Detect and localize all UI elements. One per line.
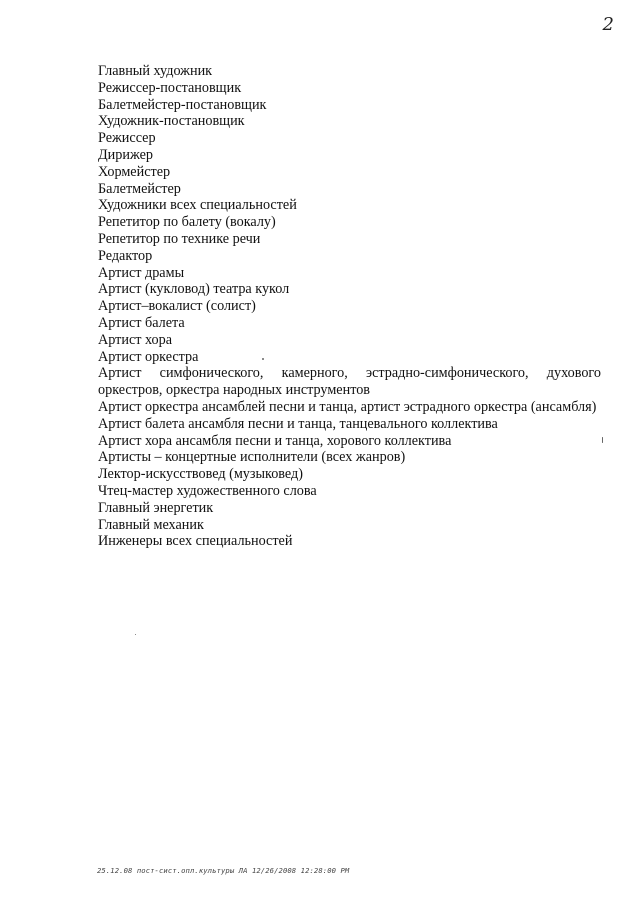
scan-speck	[262, 358, 264, 360]
list-item: Артист драмы	[98, 264, 185, 281]
list-item: Артист оркестра	[98, 348, 199, 365]
list-item: Артисты – концертные исполнители (всех жанров)	[98, 449, 406, 466]
list-item: Чтец-мастер художественного слова	[98, 482, 317, 499]
list-item: Репетитор по балету (вокалу)	[98, 214, 276, 231]
list-item: Главный художник	[98, 63, 213, 79]
list-item: Режиссер	[98, 130, 156, 147]
list-item: Лектор-искусствовед (музыковед)	[98, 466, 303, 483]
list-item: Художники всех специальностей	[98, 197, 297, 214]
footer-print-stamp: 25.12.08 пост-сист.опл.культуры ЛА 12/26/2008 12:28:00 PM	[97, 866, 350, 875]
list-item: Артист (кукловод) театра кукол	[98, 281, 290, 298]
document-body	[98, 63, 601, 550]
list-item: Инженеры всех специальностей	[98, 533, 293, 550]
list-item: Дирижер	[98, 146, 153, 163]
list-item: Артист–вокалист (солист)	[98, 298, 256, 315]
list-item: Артист балета	[98, 314, 185, 331]
list-item: Артист хора ансамбля песни и танца, хорового коллектива	[98, 432, 452, 449]
list-item: Артист хора	[98, 331, 173, 348]
page-number: 2	[602, 14, 614, 35]
list-item: Художник-постановщик	[98, 113, 245, 130]
list-item: Артист симфонического, камерного, эстрадно-симфонического, духового оркестров, оркестра народных инструментов	[98, 365, 601, 399]
list-item: Режиссер-постановщик	[98, 79, 242, 96]
scan-speck	[135, 634, 136, 635]
list-item: Хормейстер	[98, 163, 171, 180]
list-item: Репетитор по технике речи	[98, 230, 261, 247]
list-item: Артист оркестра ансамблей песни и танца, артист эстрадного оркестра (ансамбля)	[98, 398, 597, 415]
list-item: Редактор	[98, 247, 153, 264]
scan-speck	[602, 437, 603, 443]
list-item: Балетмейстер	[98, 180, 181, 197]
list-item: Главный энергетик	[98, 499, 214, 516]
position-list	[98, 63, 601, 550]
list-item: Главный механик	[98, 516, 204, 533]
list-item: Балетмейстер-постановщик	[98, 96, 267, 113]
list-item: Артист балета ансамбля песни и танца, танцевального коллектива	[98, 415, 498, 432]
